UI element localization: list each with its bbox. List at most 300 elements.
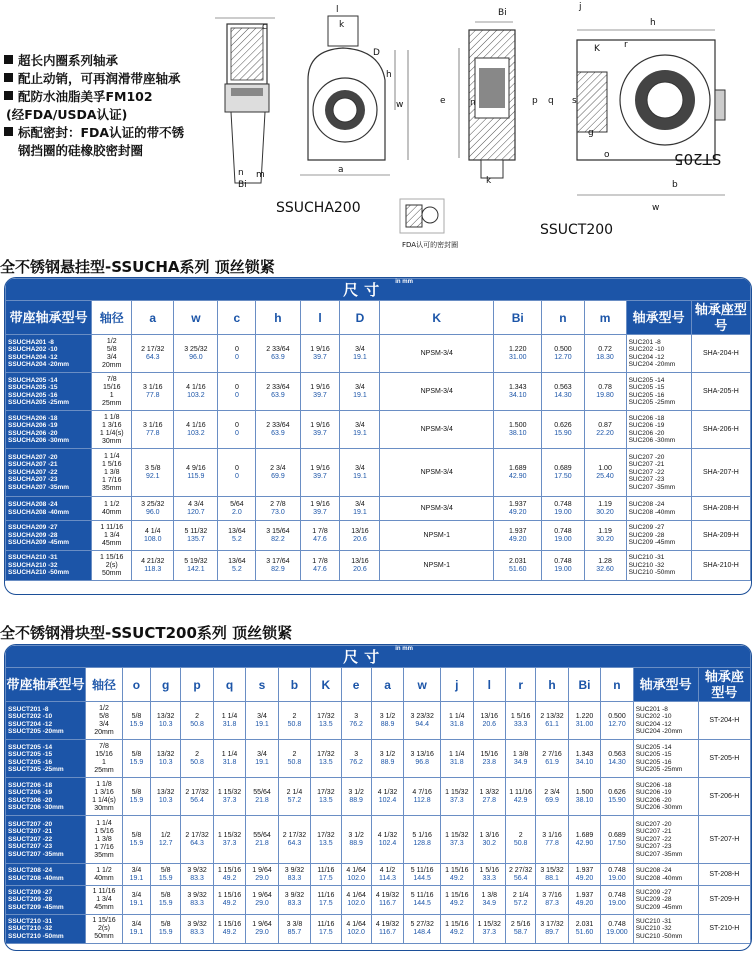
inch-value: 0.87 [598,421,612,429]
inch-value: 1.937 [508,527,527,535]
dim-cell [441,816,473,864]
dim-cell-m [584,373,626,411]
feature-item: 超长内圈系列轴承 [18,53,119,68]
inch-value: 1 3/8 [512,750,529,758]
inch-value: 3/4 [257,750,267,758]
dim-label-w2: w [652,203,660,213]
mm-value: 19.1 [353,429,367,437]
mm-value: 148.4 [413,929,431,936]
mm-value: 42.9 [513,796,528,804]
inch-value: 4 9/16 [186,464,206,472]
dim-cell-h [256,373,300,411]
mm-value: 19.1 [129,874,144,882]
mm-value: 15.9 [129,796,144,804]
dim-label-p: p [532,96,538,106]
inch-value: 13/16 [351,527,369,535]
dim-cell [181,864,213,886]
shaft-cell: 1 15/16 2(s) 50mm [92,551,132,581]
mm-value: 34.10 [575,758,594,766]
bullet-square-icon [4,127,13,136]
mm-value: 114.3 [379,874,397,882]
dim-cell-c [218,449,256,497]
inch-value: 1 15/32 [445,788,469,796]
mm-value: 56.4 [190,796,204,804]
mm-value: 39.7 [313,508,327,516]
dim-cell [441,886,473,915]
dim-cell [246,702,278,740]
mm-value: 14.30 [608,758,626,766]
inch-value: 1.500 [575,788,594,796]
mm-value: 17.50 [608,839,626,847]
mm-value: 63.9 [271,429,285,437]
inch-value: 1 15/32 [477,921,501,928]
housing-cell: SHA-209-H [691,521,750,551]
dim-cell [536,915,568,944]
mm-value: 34.9 [513,758,528,766]
dim-cell [601,816,633,864]
bearing-cell: SUC206 -18 SUC206 -19 SUC206 -20 SUC206 -30mm [626,411,691,449]
table-row [6,886,751,915]
inch-value: 1.19 [598,527,612,535]
dim-cell-l [300,551,340,581]
mm-value: 19.1 [353,391,367,399]
dim-cell-w [174,497,218,521]
dim-cell [371,816,403,864]
dim-cell [151,864,181,886]
dim-cell-c [218,521,256,551]
inch-value: 3 [354,712,359,720]
shaft-cell: 1 1/2 40mm [92,497,132,521]
dim-cell [506,864,536,886]
mm-value: 21.8 [255,839,269,847]
dim-cell [213,816,245,864]
inch-value: 1 5/16 [479,866,499,874]
column-header: w [174,301,218,335]
mm-value: 50.8 [513,839,528,847]
column-header: 轴承型号 [633,668,698,702]
dim-cell [122,702,150,740]
inch-value: 2 13/32 [540,712,564,720]
dim-cell [341,740,371,778]
inch-value: 1.937 [508,500,527,508]
inch-value: 3 9/32 [284,892,305,899]
mm-value: 20.6 [482,720,497,728]
mm-value: 76.2 [349,720,363,728]
mm-value: 34.9 [482,900,497,907]
mm-value: 17.5 [319,874,333,882]
dim-cell-w [174,373,218,411]
ssuct-side-diagram [455,8,530,193]
dim-cell [181,915,213,944]
dim-cell [371,778,403,816]
inch-value: 3 15/32 [540,866,564,874]
mm-value: 92.1 [145,472,160,480]
dim-cell-D [340,497,380,521]
dim-cell [473,702,505,740]
inch-value: 3 5/8 [144,464,161,472]
dim-cell [151,915,181,944]
inch-value: 1.937 [575,866,594,874]
inch-value: 4 21/32 [141,557,165,565]
inch-value: 3 9/32 [187,921,207,928]
dim-cell [278,886,310,915]
bearing-cell: SUC210 -31 SUC210 -32 SUC210 -50mm [633,915,698,944]
mm-value: 88.9 [380,720,395,728]
mm-value: 49.20 [575,900,594,907]
table-row [6,521,751,551]
mm-value: 15.9 [129,758,144,766]
inch-value: 4 1/2 [379,866,396,874]
dim-label-g: g [588,128,594,138]
mm-value: 42.90 [508,472,527,480]
mm-value: 12.70 [554,353,572,361]
column-header: 带座轴承型号 [6,668,86,702]
mm-value: 96.8 [415,758,429,766]
thread-cell: NPSM-1 [380,551,494,581]
mm-value: 39.7 [313,472,327,480]
inch-value: 0 [234,383,239,391]
column-header: r [506,668,536,702]
inch-value: 5/8 [131,750,142,758]
bearing-cell: SUC208 -24 SUC208 -40mm [626,497,691,521]
mm-value: 56.4 [513,874,528,882]
inch-value: 1 3/8 [481,892,498,899]
dim-cell [122,778,150,816]
dim-label-s: s [572,96,577,106]
inch-value: 1.00 [598,464,612,472]
bearing-cell: SUC210 -31 SUC210 -32 SUC210 -50mm [626,551,691,581]
inch-value: 4 7/16 [412,788,432,796]
dim-cell [568,778,600,816]
column-header: Bi [568,668,600,702]
dim-cell [568,864,600,886]
dim-cell [536,740,568,778]
thread-cell: NPSM-3/4 [380,335,494,373]
dim-cell [536,702,568,740]
dim-cell [246,864,278,886]
table-row [6,740,751,778]
table-row [6,816,751,864]
inch-value: 3 15/64 [266,527,290,535]
dim-cell [278,864,310,886]
dim-cell-D [340,335,380,373]
mm-value: 77.8 [145,429,160,437]
inch-value: 3 1/16 [143,383,163,391]
dim-cell-l [300,497,340,521]
inch-value: 2 7/16 [542,750,562,758]
mm-value: 69.9 [545,796,559,804]
dim-cell-m [584,411,626,449]
mm-value: 37.3 [449,796,464,804]
inch-value: 1 15/16 [445,921,469,928]
dim-label-c: c [262,22,267,32]
shaft-cell: 1/2 5/8 3/4 20mm [92,335,132,373]
dim-cell-h [256,335,300,373]
thread-cell: NPSM-3/4 [380,373,494,411]
inch-value: 5/64 [230,500,244,508]
inch-value: 5/8 [160,866,171,874]
mm-value: 31.8 [222,720,237,728]
dim-cell [506,915,536,944]
dim-cell [473,864,505,886]
column-header: q [213,668,245,702]
mm-value: 135.7 [187,535,205,543]
inch-value: 1.220 [508,345,527,353]
inch-value: 11/16 [317,921,335,928]
inch-value: 1 9/16 [310,421,330,429]
column-header: e [341,668,371,702]
bearing-cell: SUC201 -8 SUC202 -10 SUC204 -12 SUC204 -20mm [633,702,698,740]
inch-value: 1 1/4 [221,712,238,720]
inch-value: 0.78 [598,383,612,391]
bearing-cell: SUC201 -8 SUC202 -10 SUC204 -12 SUC204 -20mm [626,335,691,373]
dim-cell-Bi [494,449,542,497]
inch-value: 1.689 [508,464,527,472]
thread-cell: NPSM-3/4 [380,449,494,497]
dim-label-n: n [238,168,244,178]
dim-cell [181,816,213,864]
inch-value: 1 15/16 [217,866,242,874]
inch-value: 5 11/32 [184,527,208,535]
inch-value: 1 9/16 [310,345,330,353]
inch-value: 4 1/64 [346,866,366,874]
dim-cell [181,886,213,915]
shaft-cell: 7/8 15/16 1 25mm [86,740,123,778]
feature-item: (经FDA/USDA认证) [6,107,128,122]
mm-value: 39.7 [313,391,327,399]
dim-cell [151,886,181,915]
dim-cell [311,740,341,778]
dim-cell-n [542,335,584,373]
dim-label-o: o [604,150,610,160]
inch-value: 1 15/32 [445,831,469,839]
inch-value: 1 15/16 [445,866,469,874]
dim-cell-l [300,521,340,551]
dim-cell [601,886,633,915]
dim-cell [536,778,568,816]
dim-cell [311,886,341,915]
dim-cell [441,778,473,816]
dim-cell [278,915,310,944]
mm-value: 13.5 [319,758,333,766]
dim-label-b: b [672,180,678,190]
inch-value: 1.19 [598,500,612,508]
mm-value: 51.60 [575,929,594,936]
inch-value: 4 1/16 [186,383,206,391]
inch-value: 0.500 [608,712,626,720]
dim-cell-m [584,335,626,373]
dim-cell-Bi [494,551,542,581]
mm-value: 15.90 [554,429,572,437]
mm-value: 61.9 [545,758,559,766]
dim-label-w: w [396,100,404,110]
housing-cell: SHA-206-H [691,411,750,449]
inch-value: 3/4 [131,892,142,899]
inch-value: 2 3/4 [544,788,560,796]
dim-label-j: j [579,2,582,12]
inch-value: 3 7/16 [542,892,562,899]
column-header: n [601,668,633,702]
mm-value: 42.90 [575,839,594,847]
bearing-cell: SUC208 -24 SUC208 -40mm [633,864,698,886]
mm-value: 50.8 [190,720,204,728]
dim-cell-n [542,373,584,411]
mm-value: 34.10 [508,391,527,399]
inch-value: 5 11/16 [410,866,434,874]
column-header: w [404,668,441,702]
housing-cell: SHA-208-H [691,497,750,521]
inch-value: 1.343 [508,383,527,391]
mm-value: 0 [234,391,239,399]
feature-item: 配防水油脂美孚FM102 [18,89,153,104]
dim-cell-c [218,373,256,411]
dim-cell-h [256,411,300,449]
mm-value: 31.8 [222,758,237,766]
column-header: D [340,301,380,335]
inch-value: 0 [234,345,239,353]
mm-value: 50.8 [190,758,204,766]
dim-cell-w [174,411,218,449]
inch-value: 3/4 [131,866,142,874]
dim-cell [371,740,403,778]
mm-value: 144.5 [413,900,431,907]
bearing-cell: SUC207 -20 SUC207 -21 SUC207 -22 SUC207 -23 SUC207 -35mm [633,816,698,864]
mm-value: 37.3 [222,796,237,804]
mm-value: 102.0 [347,900,365,907]
mm-value: 15.9 [129,720,144,728]
mm-value: 77.8 [145,391,160,399]
inch-value: 55/64 [253,788,271,796]
dim-cell-h [256,521,300,551]
column-header: l [473,668,505,702]
dim-cell-Bi [494,497,542,521]
inch-value: 3 1/16 [542,831,562,839]
inch-value: 3 1/2 [379,712,396,720]
inch-value: 0 [234,464,239,472]
mm-value: 96.0 [145,508,160,516]
dim-cell-m [584,551,626,581]
housing-stamp: ST205 [674,150,722,168]
mm-value: 18.30 [596,353,614,361]
dim-cell-n [542,411,584,449]
diagram-label-ssuct: SSUCT200 [540,222,614,238]
dim-cell-a [132,449,174,497]
dim-cell [122,915,150,944]
inch-value: 1 11/16 [509,788,533,796]
dim-cell [568,886,600,915]
dim-cell [568,816,600,864]
dim-cell [536,886,568,915]
section1-title: 全不锈钢悬挂型-SSUCHA系列 顶丝锁紧 [0,258,275,276]
column-header: 轴承座型号 [691,301,750,335]
inch-value: 0.748 [608,892,626,899]
mm-value: 82.2 [271,535,285,543]
bullet-square-icon [4,91,13,100]
dim-label-h2: h [650,18,656,28]
inch-value: 1 9/16 [310,464,330,472]
column-header: s [246,668,278,702]
mm-value: 49.20 [508,508,527,516]
dim-cell-a [132,411,174,449]
table-row [6,551,751,581]
mm-value: 77.8 [545,839,559,847]
column-header: n [542,301,584,335]
dim-cell [473,740,505,778]
dim-cell-h [256,449,300,497]
inch-value: 0.689 [554,464,572,472]
dim-cell [441,864,473,886]
inch-value: 1 15/32 [217,831,242,839]
column-header: K [311,668,341,702]
dim-cell-n [542,551,584,581]
mm-value: 19.000 [606,929,628,936]
inch-value: 2 3/4 [270,464,286,472]
dim-cell-D [340,449,380,497]
column-header: m [584,301,626,335]
inch-value: 3 17/32 [540,921,564,928]
housing-cell: ST-207-H [698,816,750,864]
ssucha-front-diagram [290,10,440,200]
mm-value: 17.5 [319,900,333,907]
mm-value: 83.3 [190,929,204,936]
dim-label-Bi2: Bi [498,8,507,18]
inch-value: 1.220 [575,712,594,720]
dim-cell [311,864,341,886]
mm-value: 5.2 [232,565,242,573]
mm-value: 49.2 [222,874,237,882]
dim-cell-l [300,335,340,373]
mm-value: 102.0 [347,874,365,882]
seal-caption: FDA认可的密封圈 [402,241,459,249]
thread-cell: NPSM-3/4 [380,497,494,521]
bearing-cell: SUC209 -27 SUC209 -28 SUC209 -45mm [633,886,698,915]
mm-value: 64.3 [145,353,160,361]
inch-value: 3/4 [355,464,365,472]
shaft-cell: 7/8 15/16 1 25mm [92,373,132,411]
mm-value: 82.9 [271,565,285,573]
inch-value: 0.748 [608,921,626,928]
inch-value: 5/8 [160,892,171,899]
dim-cell [506,778,536,816]
mm-value: 89.7 [545,929,559,936]
mm-value: 39.7 [313,353,327,361]
mm-value: 64.3 [190,839,204,847]
inch-value: 2 7/8 [270,500,286,508]
mm-value: 31.8 [449,720,464,728]
inch-value: 1 3/16 [479,831,499,839]
feature-list [4,52,234,160]
section2-title: 全不锈钢滑块型-SSUCT200系列 顶丝锁紧 [0,624,293,642]
inch-value: 11/16 [317,892,335,899]
dim-cell [122,740,150,778]
mm-value: 15.9 [129,839,144,847]
inch-value: 13/64 [228,527,246,535]
table-row [6,335,751,373]
mm-value: 5.2 [232,535,242,543]
column-header: c [218,301,256,335]
dim-cell [473,816,505,864]
inch-value: 0.748 [554,500,572,508]
column-header: g [151,668,181,702]
table-row [6,864,751,886]
mm-value: 30.20 [596,535,614,543]
housing-cell: ST-206-H [698,778,750,816]
inch-value: 4 1/32 [377,788,398,796]
dim-label-K: K [594,44,600,54]
inch-value: 2 33/64 [266,421,290,429]
mm-value: 116.7 [379,929,397,936]
shaft-cell: 1 1/8 1 3/16 1 1/4(s) 30mm [86,778,123,816]
